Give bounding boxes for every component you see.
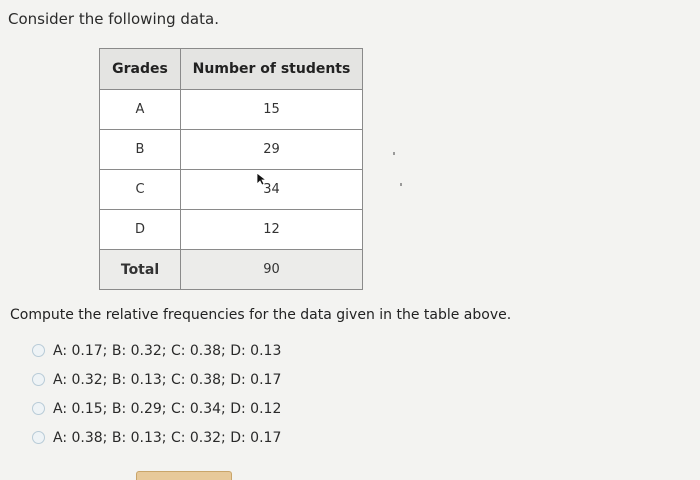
decorative-speck: [400, 183, 402, 186]
table-row: [100, 210, 363, 250]
table-row: [100, 90, 363, 130]
total-label: Total: [100, 250, 181, 290]
total-row: [100, 250, 363, 290]
question-text: Compute the relative frequencies for the data given in the table above.: [10, 307, 512, 323]
radio-button-icon[interactable]: [32, 402, 45, 415]
answer-option-label: A: 0.15; B: 0.29; C: 0.34; D: 0.12: [53, 400, 282, 417]
answer-option[interactable]: [32, 423, 281, 452]
answer-option[interactable]: [32, 365, 281, 394]
radio-button-icon[interactable]: [32, 431, 45, 444]
header-grades: Grades: [100, 49, 181, 90]
answer-option-label: A: 0.38; B: 0.13; C: 0.32; D: 0.17: [53, 429, 282, 446]
total-value: 90: [181, 250, 363, 290]
radio-button-icon[interactable]: [32, 373, 45, 386]
answer-option[interactable]: [32, 394, 281, 423]
count-cell: 29: [181, 130, 363, 170]
table-row: [100, 170, 363, 210]
grade-cell: D: [100, 210, 181, 250]
table-row: [100, 130, 363, 170]
count-cell: 34: [181, 170, 363, 210]
grade-cell: C: [100, 170, 181, 210]
header-number-of-students: Number of students: [181, 49, 363, 90]
answer-options: [32, 336, 281, 452]
mouse-cursor-icon: [255, 172, 269, 186]
count-cell: 15: [181, 90, 363, 130]
answer-option-label: A: 0.17; B: 0.32; C: 0.38; D: 0.13: [53, 342, 282, 359]
answer-option-label: A: 0.32; B: 0.13; C: 0.38; D: 0.17: [53, 371, 282, 388]
count-cell: 12: [181, 210, 363, 250]
answer-option[interactable]: [32, 336, 281, 365]
decorative-speck: [393, 152, 395, 155]
intro-text: Consider the following data.: [8, 10, 219, 28]
grades-table: [99, 48, 363, 290]
table-header-row: [100, 49, 363, 90]
grade-cell: B: [100, 130, 181, 170]
grade-cell: A: [100, 90, 181, 130]
radio-button-icon[interactable]: [32, 344, 45, 357]
